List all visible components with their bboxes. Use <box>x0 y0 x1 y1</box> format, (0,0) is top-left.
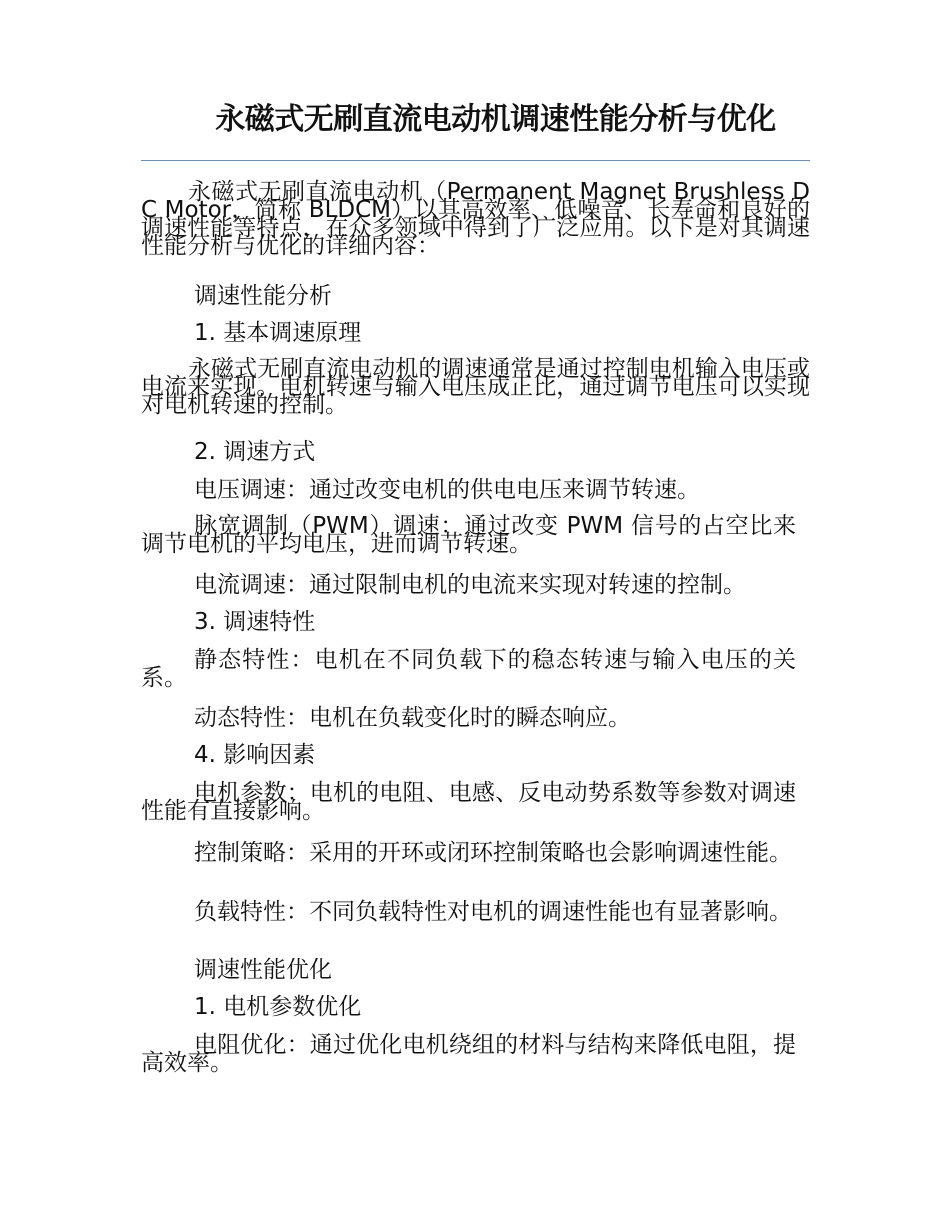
section-heading-analysis: 调速性能分析 <box>194 283 332 309</box>
intro-paragraph: 永磁式无刷直流电动机（Permanent Magnet Brushless DC Motor，简称 BLDCM）以其高效率、低噪音、长寿命和良好的调速性能等特点，在众多领域中得到了广泛应用。以下是对其调速性能分析与优化的详细内容： <box>141 179 810 259</box>
item-control-strategy: 控制策略：采用的开环或闭环控制策略也会影响调速性能。 <box>194 840 792 866</box>
document-title: 永磁式无刷直流电动机调速性能分析与优化 <box>215 102 776 137</box>
item-pwm-regulation: 脉宽调制（PWM）调速：通过改变 PWM 信号的占空比来调节电机的平均电压，进而调节转速。 <box>141 513 796 557</box>
subheading-speed-methods: 2. 调速方式 <box>194 439 316 465</box>
subheading-parameter-optimization: 1. 电机参数优化 <box>194 994 362 1020</box>
item-static-characteristics: 静态特性：电机在不同负载下的稳态转速与输入电压的关系。 <box>141 647 796 691</box>
subheading-basic-principle: 1. 基本调速原理 <box>194 320 362 346</box>
item-load-characteristics: 负载特性：不同负载特性对电机的调速性能也有显著影响。 <box>194 899 792 925</box>
subheading-influence-factors: 4. 影响因素 <box>194 742 316 768</box>
subheading-speed-characteristics: 3. 调速特性 <box>194 609 316 635</box>
item-motor-parameters: 电机参数：电机的电阻、电感、反电动势系数等参数对调速性能有直接影响。 <box>141 780 796 824</box>
item-voltage-regulation: 电压调速：通过改变电机的供电电压来调节转速。 <box>194 477 700 503</box>
title-underline <box>141 160 810 161</box>
paragraph-basic-principle: 永磁式无刷直流电动机的调速通常是通过控制电机输入电压或电流来实现。电机转速与输入电压成正比，通过调节电压可以实现对电机转速的控制。 <box>141 356 810 418</box>
section-heading-optimization: 调速性能优化 <box>194 957 332 983</box>
item-dynamic-characteristics: 动态特性：电机在负载变化时的瞬态响应。 <box>194 705 631 731</box>
item-current-regulation: 电流调速：通过限制电机的电流来实现对转速的控制。 <box>194 572 746 598</box>
item-resistance-optimization: 电阻优化：通过优化电机绕组的材料与结构来降低电阻，提高效率。 <box>141 1032 796 1076</box>
